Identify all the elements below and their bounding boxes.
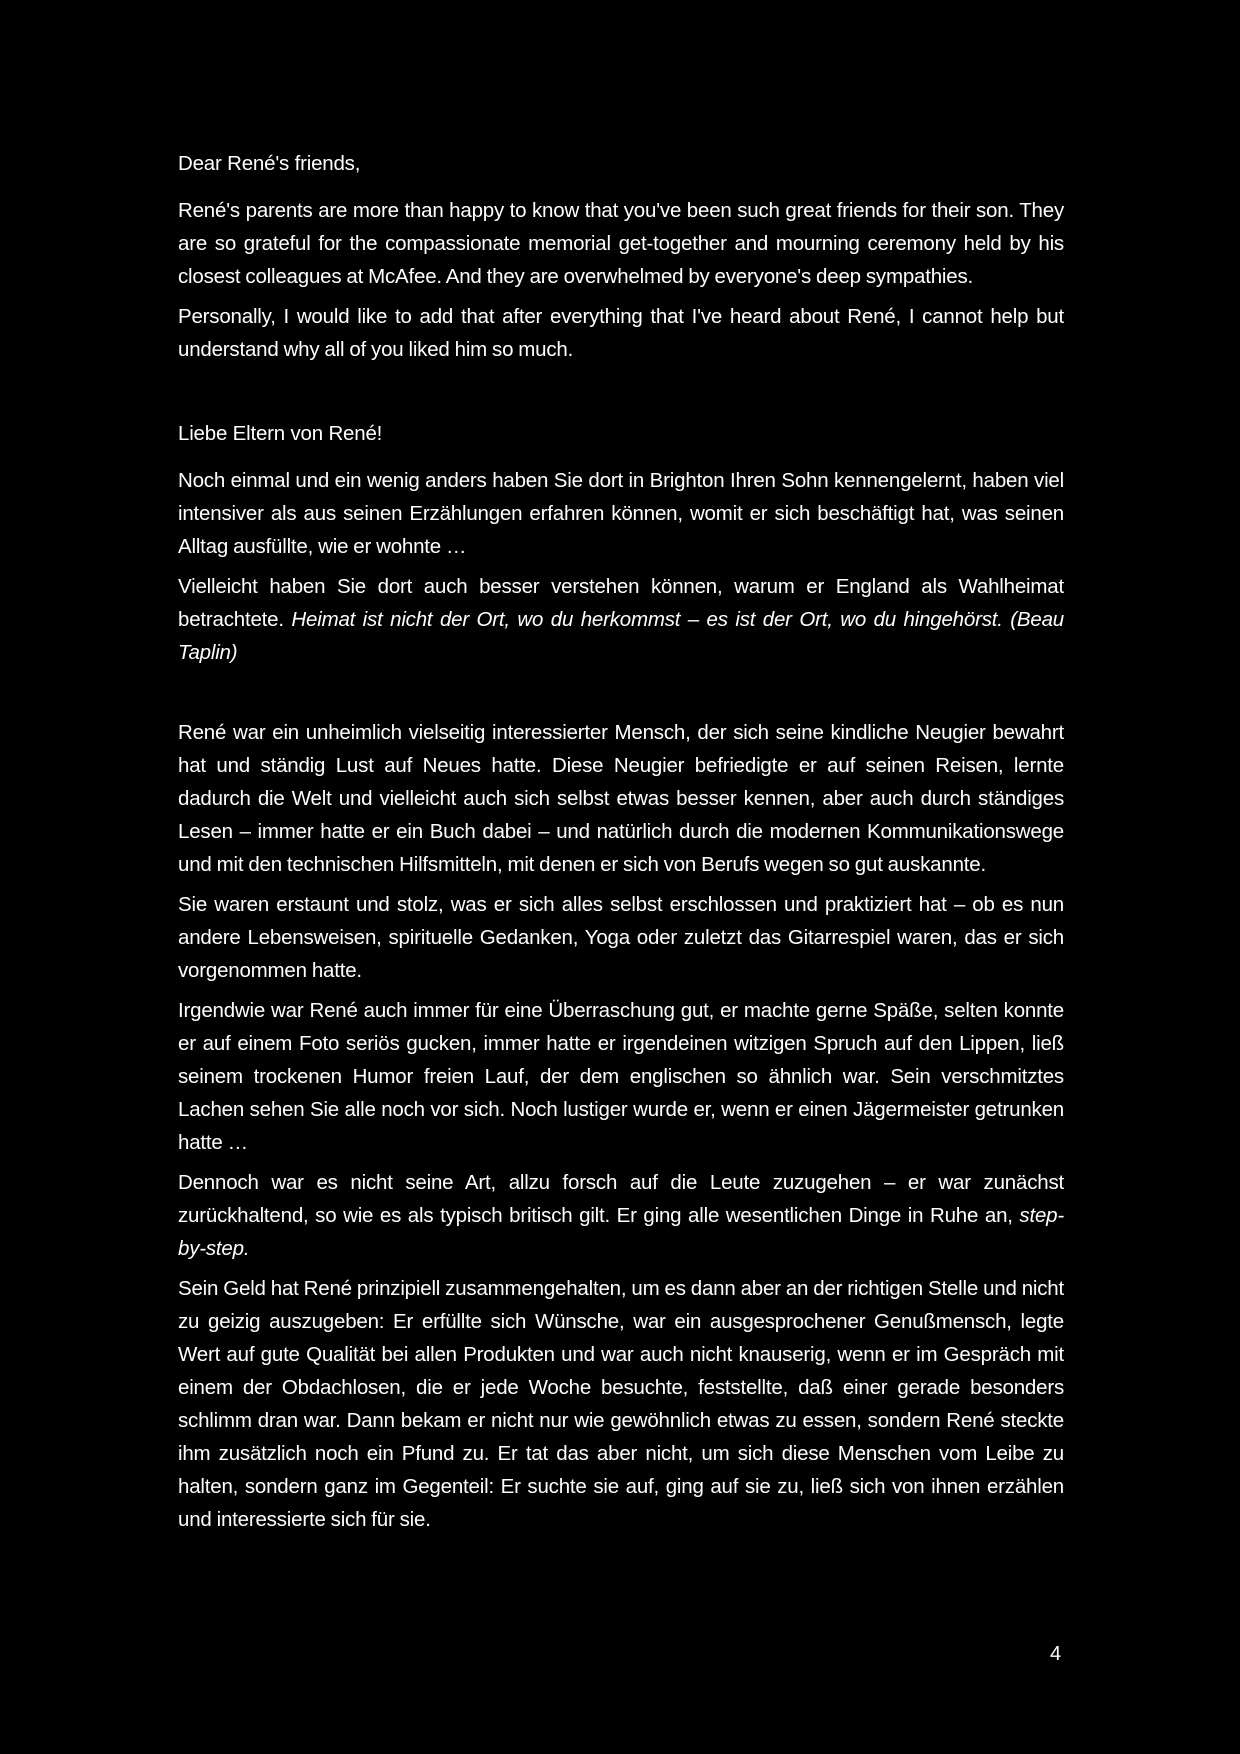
english-paragraph-2: Personally, I would like to add that after everything that I've heard about René, I cannot help but understand why all of you liked him so much.: [178, 305, 1064, 361]
english-salutation: Dear René's friends,: [178, 152, 361, 175]
document-body: [178, 147, 1064, 1543]
section-spacer: [178, 676, 1064, 716]
section-spacer: [178, 373, 1064, 417]
german-paragraph-6-italic: step-by-step.: [178, 1204, 1064, 1260]
english-paragraph-1: René's parents are more than happy to know that you've been such great friends for their son. They are so grateful for the compassionate memorial get-together and mourning ceremony held by his closest colleagues at McAfee. And they are overwhelmed by everyone's deep sympathies.: [178, 199, 1064, 288]
german-paragraph-6: [178, 1166, 1064, 1265]
page-number: 4: [1050, 1643, 1062, 1665]
german-paragraph-1: Noch einmal und ein wenig anders haben Sie dort in Brighton Ihren Sohn kennengelernt, haben viel intensiver als aus seinen Erzählungen erfahren können, womit er sich beschäftigt hat, was seinen Alltag ausfüllte, wie er wohnte …: [178, 469, 1064, 558]
german-paragraph-2-text: Vielleicht haben Sie dort auch besser verstehen können, warum er England als Wahlheimat betrachtete.: [178, 575, 1064, 631]
german-paragraph-4: Sie waren erstaunt und stolz, was er sich alles selbst erschlossen und praktiziert hat – ob es nun andere Lebensweisen, spirituelle Gedanken, Yoga oder zuletzt das Gitarrespiel waren, das er sich vorgenommen hatte.: [178, 893, 1064, 982]
german-paragraph-5: Irgendwie war René auch immer für eine Überraschung gut, er machte gerne Späße, selten konnte er auf einem Foto seriös gucken, immer hatte er irgendeinen witzigen Spruch auf den Lippen, ließ seinem trockenen Humor freien Lauf, der dem englischen so ähnlich war. Sein verschmitztes Lachen sehen Sie alle noch vor sich. Noch lustiger wurde er, wenn er einen Jägermeister getrunken hatte …: [178, 999, 1064, 1154]
german-paragraph-3: René war ein unheimlich vielseitig interessierter Mensch, der sich seine kindliche Neugier bewahrt hat und ständig Lust auf Neues hatte. Diese Neugier befriedigte er auf seinen Reisen, lernte dadurch die Welt und vielleicht auch sich selbst etwas besser kennen, aber auch durch ständiges Lesen – immer hatte er ein Buch dabei – und natürlich durch die modernen Kommunikationswege und mit den technischen Hilfsmitteln, mit denen er sich von Berufs wegen so gut auskannte.: [178, 721, 1064, 876]
german-salutation: Liebe Eltern von René!: [178, 422, 383, 445]
german-paragraph-7: Sein Geld hat René prinzipiell zusammengehalten, um es dann aber an der richtigen Stelle und nicht zu geizig auszugeben: Er erfüllte sich Wünsche, war ein ausgesprochener Genußmensch, legte Wert auf gute Qualität bei allen Produkten und war auch nicht knauserig, wenn er im Gespräch mit einem der Obdachlosen, die er jede Woche besuchte, feststellte, daß einer gerade besonders schlimm dran war. Dann bekam er nicht nur wie gewöhnlich etwas zu essen, sondern René steckte ihm zusätzlich noch ein Pfund zu. Er tat das aber nicht, um sich diese Menschen vom Leibe zu halten, sondern ganz im Gegenteil: Er suchte sie auf, ging auf sie zu, ließ sich von ihnen erzählen und interessierte sich für sie.: [178, 1277, 1064, 1531]
german-paragraph-2: [178, 570, 1064, 669]
german-paragraph-2-quote: Heimat ist nicht der Ort, wo du herkommst – es ist der Ort, wo du hingehörst. (Beau Taplin): [178, 608, 1064, 664]
german-paragraph-6-text: Dennoch war es nicht seine Art, allzu forsch auf die Leute zuzugehen – er war zunächst zurückhaltend, so wie es als typisch britisch gilt. Er ging alle wesentlichen Dinge in Ruhe an,: [178, 1171, 1064, 1227]
